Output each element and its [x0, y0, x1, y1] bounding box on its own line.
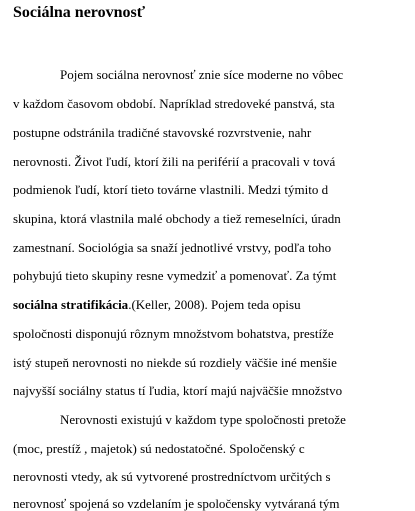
paragraph-2-line-1: Nerovnosti existujú v každom type spoločnosti pretože — [60, 412, 346, 427]
paragraph-1-line-4: nerovnosti. Život ľudí, ktorí žili na periférií a pracovali v tová — [13, 154, 336, 169]
paragraph-1-line-5: podmienok ľudí, ktorí tieto továrne vlastnili. Medzi týmito d — [13, 182, 329, 197]
citation-text: .(Keller, 2008). Pojem teda opisu — [128, 297, 301, 312]
paragraph-1-line-3: postupne odstránila tradičné stavovské rozvrstvenie, nahr — [13, 125, 312, 140]
document-title: Sociálna nerovnosť — [13, 4, 146, 21]
term-social-stratification: sociálna stratifikácia — [13, 297, 129, 312]
paragraph-2-line-3: nerovnosti vtedy, ak sú vytvorené prostredníctvom určitých s — [13, 469, 331, 484]
paragraph-1-line-2: v každom časovom období. Napríklad stredoveké panstvá, sta — [13, 96, 335, 111]
paragraph-2-line-2: (moc, prestíž , majetok) sú nedostatočné. Spoločenský c — [13, 441, 305, 456]
paragraph-1-line-6: skupina, ktorá vlastnila malé obchody a tiež remeselníci, úradn — [13, 211, 341, 226]
paragraph-1-line-11: istý stupeň nerovnosti no niekde sú rozdiely väčšie iné menšie — [13, 355, 337, 370]
paragraph-2-line-4: nerovnosť spojená so vzdelaním je spoločensky vytváraná tým — [13, 496, 340, 511]
paragraph-1-line-8: pohybujú tieto skupiny resne vymedziť a pomenovať. Za týmt — [13, 268, 337, 283]
paragraph-1-line-9 — [13, 297, 301, 313]
paragraph-1-line-12: najvyšší sociálny status tí ľudia, ktorí majú najväčšie množstvo — [13, 383, 343, 398]
paragraph-1-line-7: zamestnaní. Sociológia sa snaží jednotlivé vrstvy, podľa toho — [13, 240, 332, 255]
paragraph-1-line-10: spoločnosti disponujú rôznym množstvom bohatstva, prestíže — [13, 326, 334, 341]
paragraph-1-line-1: Pojem sociálna nerovnosť znie síce moderne no vôbec — [60, 67, 344, 82]
